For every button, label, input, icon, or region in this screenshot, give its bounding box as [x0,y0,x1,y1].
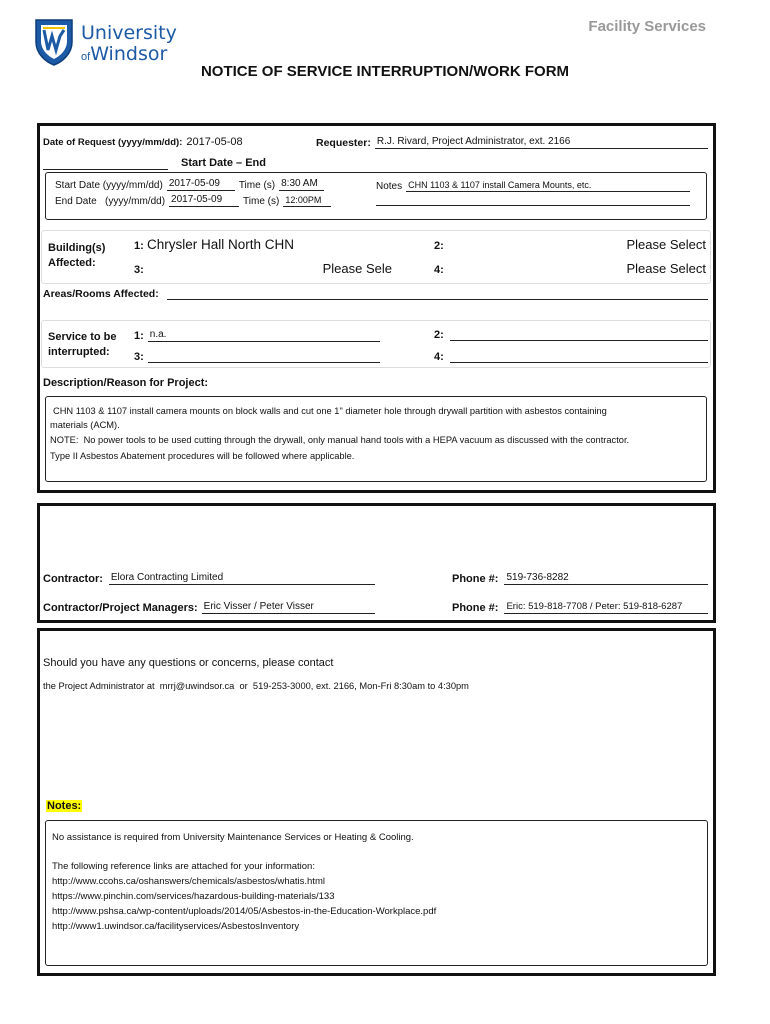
description-box[interactable] [45,396,707,482]
building-slot-4-label: 4: [434,264,444,276]
service-3-value[interactable] [148,362,380,363]
end-date-label: End Date (yyyy/mm/dd) [55,196,166,207]
logo-of-text: of [81,51,91,63]
date-of-request-value[interactable]: 2017-05-08 [186,136,243,148]
building-slot-2-label: 2: [434,240,444,252]
reference-link-1[interactable]: http://www.ccohs.ca/oshanswers/chemicals/asbestos/whatis.html [52,876,325,887]
service-2-label: 2: [434,329,444,341]
requester-value[interactable]: R.J. Rivard, Project Administrator, ext. 2166 [375,136,708,149]
university-logo [34,16,177,68]
service-4-value[interactable] [450,362,708,363]
description-line-4: Type II Asbestos Abatement procedures will be followed where applicable. [50,451,355,461]
notes-value[interactable]: CHN 1103 & 1107 install Camera Mounts, etc. [406,179,690,192]
end-time-value[interactable]: 12:00PM [283,194,331,207]
buildings-label-1: Building(s) [48,242,106,254]
reference-link-3[interactable]: http://www.pshsa.ca/wp-content/uploads/2014/05/Asbestos-in-the-Education-Workplace.pdf [52,906,437,917]
department-title: Facility Services [588,18,706,35]
contractor-phone-value[interactable]: 519-736-8282 [504,572,708,585]
start-end-label: Start Date – End [181,157,266,169]
service-2-value[interactable] [450,340,708,341]
contact-line-1: Should you have any questions or concerns, please contact [43,657,334,669]
notes-highlight-label: Notes: [47,800,82,812]
description-line-2: materials (ACM). [50,420,120,430]
date-of-request-label: Date of Request (yyyy/mm/dd): [43,137,183,148]
building-slot-3-label: 3: [134,264,144,276]
notes-label: Notes [376,181,403,192]
notes-underline-2 [376,205,690,206]
service-1-value[interactable]: n.a. [148,329,380,342]
managers-phone-label: Phone #: [452,602,499,614]
contractor-managers-label: Contractor/Project Managers: [43,602,198,614]
description-line-1: CHN 1103 & 1107 install camera mounts on block walls and cut one 1" diameter hole through drywall partition with asbestos containing [53,406,607,416]
service-3-label: 3: [134,351,144,363]
logo-university-text: University [81,22,177,44]
notes-box[interactable] [45,820,708,966]
form-title: NOTICE OF SERVICE INTERRUPTION/WORK FORM [200,63,570,80]
contractor-phone-label: Phone #: [452,573,499,585]
reference-link-2[interactable]: https://www.pinchin.com/services/hazardous-building-materials/133 [52,891,335,902]
note-line-2: The following reference links are attached for your information: [52,861,315,872]
building-slot-4-select[interactable]: Please Select [626,261,706,276]
shield-crest-icon [34,16,74,66]
logo-windsor-text: Windsor [90,43,168,65]
contractor-value[interactable]: Elora Contracting Limited [109,572,375,585]
areas-rooms-value[interactable] [167,299,708,300]
building-slot-3-select[interactable]: Please Sele [322,261,392,276]
description-label: Description/Reason for Project: [43,377,209,389]
description-line-3: NOTE: No power tools to be used cutting through the drywall, only manual hand tools with a HEPA vacuum as discussed with the contractor. [50,435,630,445]
contact-line-2: the Project Administrator at mrrj@uwindsor.ca or 519-253-3000, ext. 2166, Mon-Fri 8:30am to 4:30pm [43,681,469,691]
note-line-1: No assistance is required from University Maintenance Services or Heating & Cooling. [52,832,414,843]
reference-link-4[interactable]: http://www1.uwindsor.ca/facilityservices/AsbestosInventory [52,921,300,932]
start-date-value[interactable]: 2017-05-09 [167,178,235,191]
contractor-label: Contractor: [43,573,103,585]
end-time-label: Time (s) [243,196,280,207]
contractor-managers-value[interactable]: Eric Visser / Peter Visser [202,601,375,614]
start-time-value[interactable]: 8:30 AM [279,178,324,191]
buildings-label-2: Affected: [48,257,96,269]
service-4-label: 4: [434,351,444,363]
start-date-label: Start Date (yyyy/mm/dd) [55,180,163,191]
building-slot-2-select[interactable]: Please Select [626,237,706,252]
building-slot-1-select[interactable]: Chrysler Hall North CHN [147,237,295,252]
services-label-2: interrupted: [48,346,110,358]
building-slot-1-label: 1: [134,240,144,252]
managers-phone-value[interactable]: Eric: 519-818-7708 / Peter: 519-818-6287 [504,601,708,614]
service-1-label: 1: [134,330,144,342]
areas-rooms-label: Areas/Rooms Affected: [43,288,159,300]
request-underline [43,160,168,170]
end-date-value[interactable]: 2017-05-09 [169,194,239,207]
start-time-label: Time (s) [238,180,276,191]
requester-label: Requester: [316,137,371,149]
services-label-1: Service to be [48,331,117,343]
